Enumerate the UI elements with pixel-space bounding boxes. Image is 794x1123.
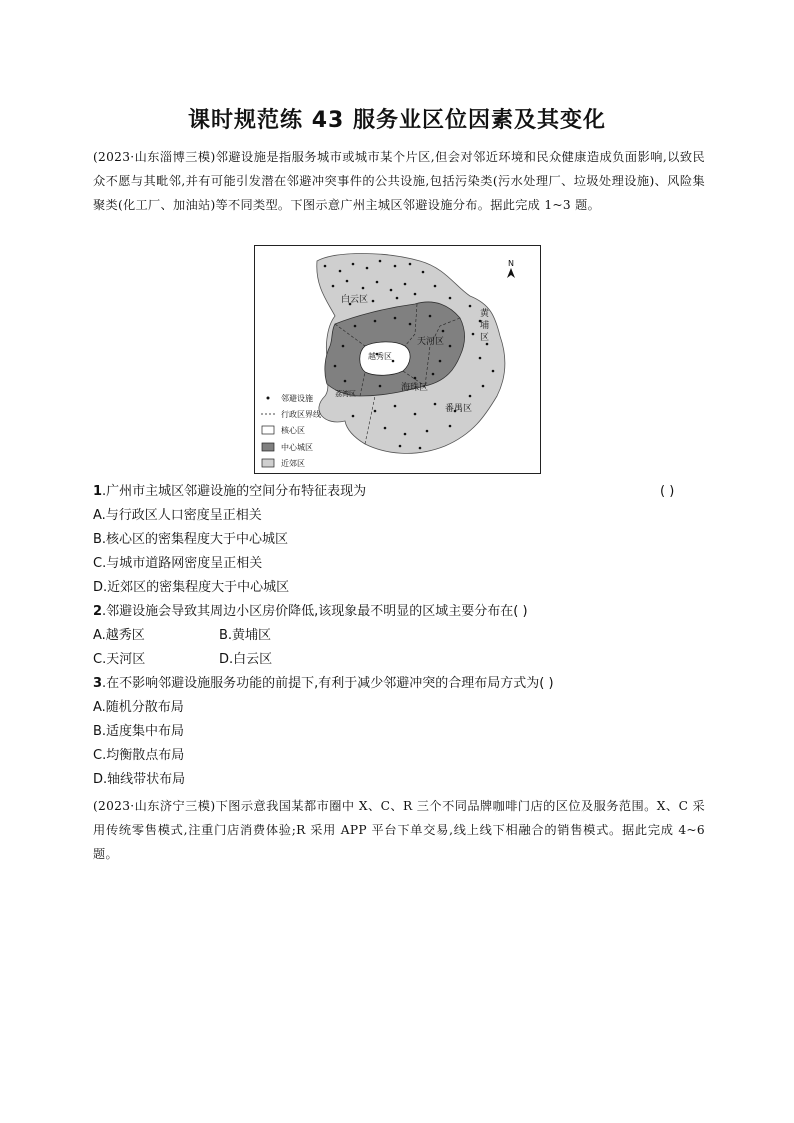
answer-blank-1[interactable]: ( ) <box>660 484 675 499</box>
q1-option-a: A.与行政区人口密度呈正相关 <box>93 508 262 523</box>
map-svg <box>255 246 542 475</box>
question-3: 3.在不影响邻避设施服务功能的前提下,有利于减少邻避冲突的合理布局方式为( ) <box>93 676 554 691</box>
intro-paragraph-1: (2023·山东淄博三模)邻避设施是指服务城市或城市某个片区,但会对邻近环境和民众健康造成负面影响,以致民众不愿与其毗邻,并有可能引发潜在邻避冲突事件的公共设施,包括污染类(污水处理厂、垃圾处理设施)、风险集聚类(化工厂、加油站)等不同类型。下图示意广州主城区邻避设施分布。据此完成 1~3 题。 <box>93 150 705 212</box>
intro-paragraph-2: (2023·山东济宁三模)下图示意我国某都市圈中 X、C、R 三个不同品牌咖啡门店的区位及服务范围。X、C 采用传统零售模式,注重门店消费体验;R 采用 APP 平台下单交易,线上线下相融合的销售模式。据此完成 4~6 题。 <box>93 799 705 861</box>
legend-dot-icon <box>267 397 270 400</box>
q3-option-d: D.轴线带状布局 <box>93 772 186 787</box>
q1-option-c: C.与城市道路网密度呈正相关 <box>93 556 263 571</box>
question-2: 2.邻避设施会导致其周边小区房价降低,该现象最不明显的区域主要分布在( ) <box>93 604 528 619</box>
q3-option-b: B.适度集中布局 <box>93 724 185 739</box>
legend-central-swatch <box>262 443 274 451</box>
legend-boundary: 行政区界线 <box>281 410 321 419</box>
legend-core: 核心区 <box>281 426 305 435</box>
guangzhou-facility-map <box>254 245 541 474</box>
label-huangpu-3: 区 <box>480 333 490 343</box>
legend-facility: 邻避设施 <box>281 394 313 403</box>
legend-suburb-swatch <box>262 459 274 467</box>
label-haizhu: 海珠区 <box>401 383 429 393</box>
q1-option-b: B.核心区的密集程度大于中心城区 <box>93 532 289 547</box>
label-panyu: 番禺区 <box>445 404 473 414</box>
q2-option-d: D.白云区 <box>219 652 273 667</box>
north-arrow-icon <box>507 259 515 278</box>
label-huangpu-2: 埔 <box>480 321 490 331</box>
svg-text:N: N <box>508 259 514 268</box>
label-huangpu-1: 黄 <box>480 309 490 319</box>
map-legend <box>261 393 321 468</box>
page-title: 课时规范练 43 服务业区位因素及其变化 <box>188 108 606 133</box>
legend-core-swatch <box>262 426 274 434</box>
q1-option-d: D.近郊区的密集程度大于中心城区 <box>93 580 290 595</box>
q2-option-c: C.天河区 <box>93 652 146 667</box>
label-baiyun: 白云区 <box>341 295 369 305</box>
legend-central: 中心城区 <box>281 443 313 452</box>
question-1: 1.广州市主城区邻避设施的空间分布特征表现为 <box>93 484 367 499</box>
label-yuexiu: 越秀区 <box>368 352 392 361</box>
q3-option-c: C.均衡散点布局 <box>93 748 185 763</box>
q3-option-a: A.随机分散布局 <box>93 700 184 715</box>
q2-option-a: A.越秀区 <box>93 628 145 643</box>
legend-suburb: 近郊区 <box>281 459 305 468</box>
label-tianhe: 天河区 <box>417 337 445 347</box>
q2-option-b: B.黄埔区 <box>219 628 272 643</box>
label-liwan: 荔湾区 <box>335 390 356 398</box>
